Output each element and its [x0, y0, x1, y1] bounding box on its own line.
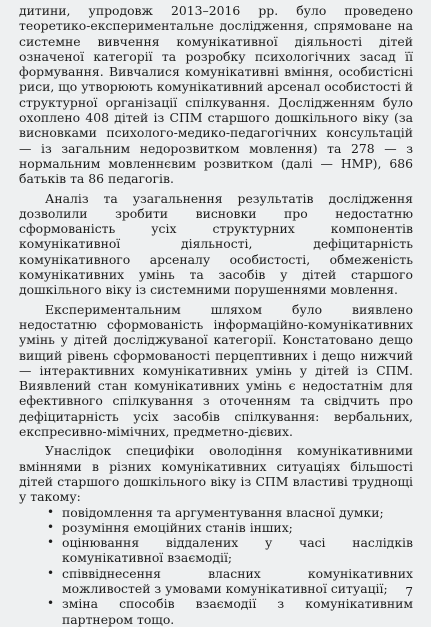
page-number: 7	[405, 585, 413, 599]
list-item-text: співвіднесення власних комунікативних можливостей з умовами комунікативної ситуації;	[62, 565, 413, 596]
paragraph-experimental: Експериментальним шляхом було виявлено недостатню сформованість інформаційно-комунікативних умінь у дітей досліджуваної категорії. Констатовано дещо вищий рівень сформованості перцептивних і дещо нижчий — інтерактивних комунікативних умінь у дітей із СПМ. Виявлений стан комунікативних умінь є недостатнім для ефективного спілкування з оточенням та свідчить про дефіцитарність усіх засобів спілкування: вербальних, експресивно-мімічних, предметно-дієвих.	[19, 301, 413, 440]
list-item-text: оцінювання віддалених у часі наслідків комунікативної взаємодії;	[62, 535, 413, 566]
list-item	[19, 505, 413, 520]
list-item	[19, 566, 413, 597]
list-item	[19, 535, 413, 566]
paragraph-continuation: дитини, упродовж 2013–2016 рр. було проведено теоретико-експериментальне дослідження, спрямоване на системне вивчення комунікативної діяльності дітей означеної категорії та розробку психологічних засад її формування. Вивчалися комунікативні вміння, особистісні риси, що утворюють комунікативний арсенал особистості й структурної організації спілкування. Дослідженням було охоплено 408 дітей із СПМ старшого дошкільного віку (за висновками психолого-медико-педагогічних консультацій — із загальним недорозвитком мовлення) та 278 — з нормальним мовленнєвим розвитком (далі — НМР), 686 батьків та 86 педагогів.	[19, 3, 413, 187]
bullet-icon: •	[47, 535, 55, 550]
list-item	[19, 520, 413, 535]
bullet-icon: •	[47, 596, 55, 611]
list-item-text: розуміння емоційних станів інших;	[62, 519, 293, 535]
bullet-icon: •	[47, 519, 55, 534]
bullet-icon: •	[47, 504, 55, 519]
list-item-text: зміна способів взаємодії з комунікативним партнером тощо.	[62, 596, 413, 627]
list-item	[19, 596, 413, 627]
bullet-icon: •	[47, 565, 55, 580]
paragraph-difficulties-intro: Унаслідок специфіки оволодіння комунікативними вміннями в різних комунікативних ситуаціях більшості дітей старшого дошкільного віку із СПМ властиві труднощі у такому:	[19, 443, 413, 505]
difficulties-list	[19, 505, 413, 627]
paragraph-analysis: Аналіз та узагальнення результатів дослідження дозволили зробити висновки про недостатню сформованість усіх структурних компонентів комунікативної діяльності, дефіцитарність комунікативного арсеналу особистості, обмеженість комунікативних умінь та засобів у дітей старшого дошкільного віку із системними порушеннями мовлення.	[19, 190, 413, 298]
list-item-text: повідомлення та аргументування власної думки;	[62, 504, 384, 520]
